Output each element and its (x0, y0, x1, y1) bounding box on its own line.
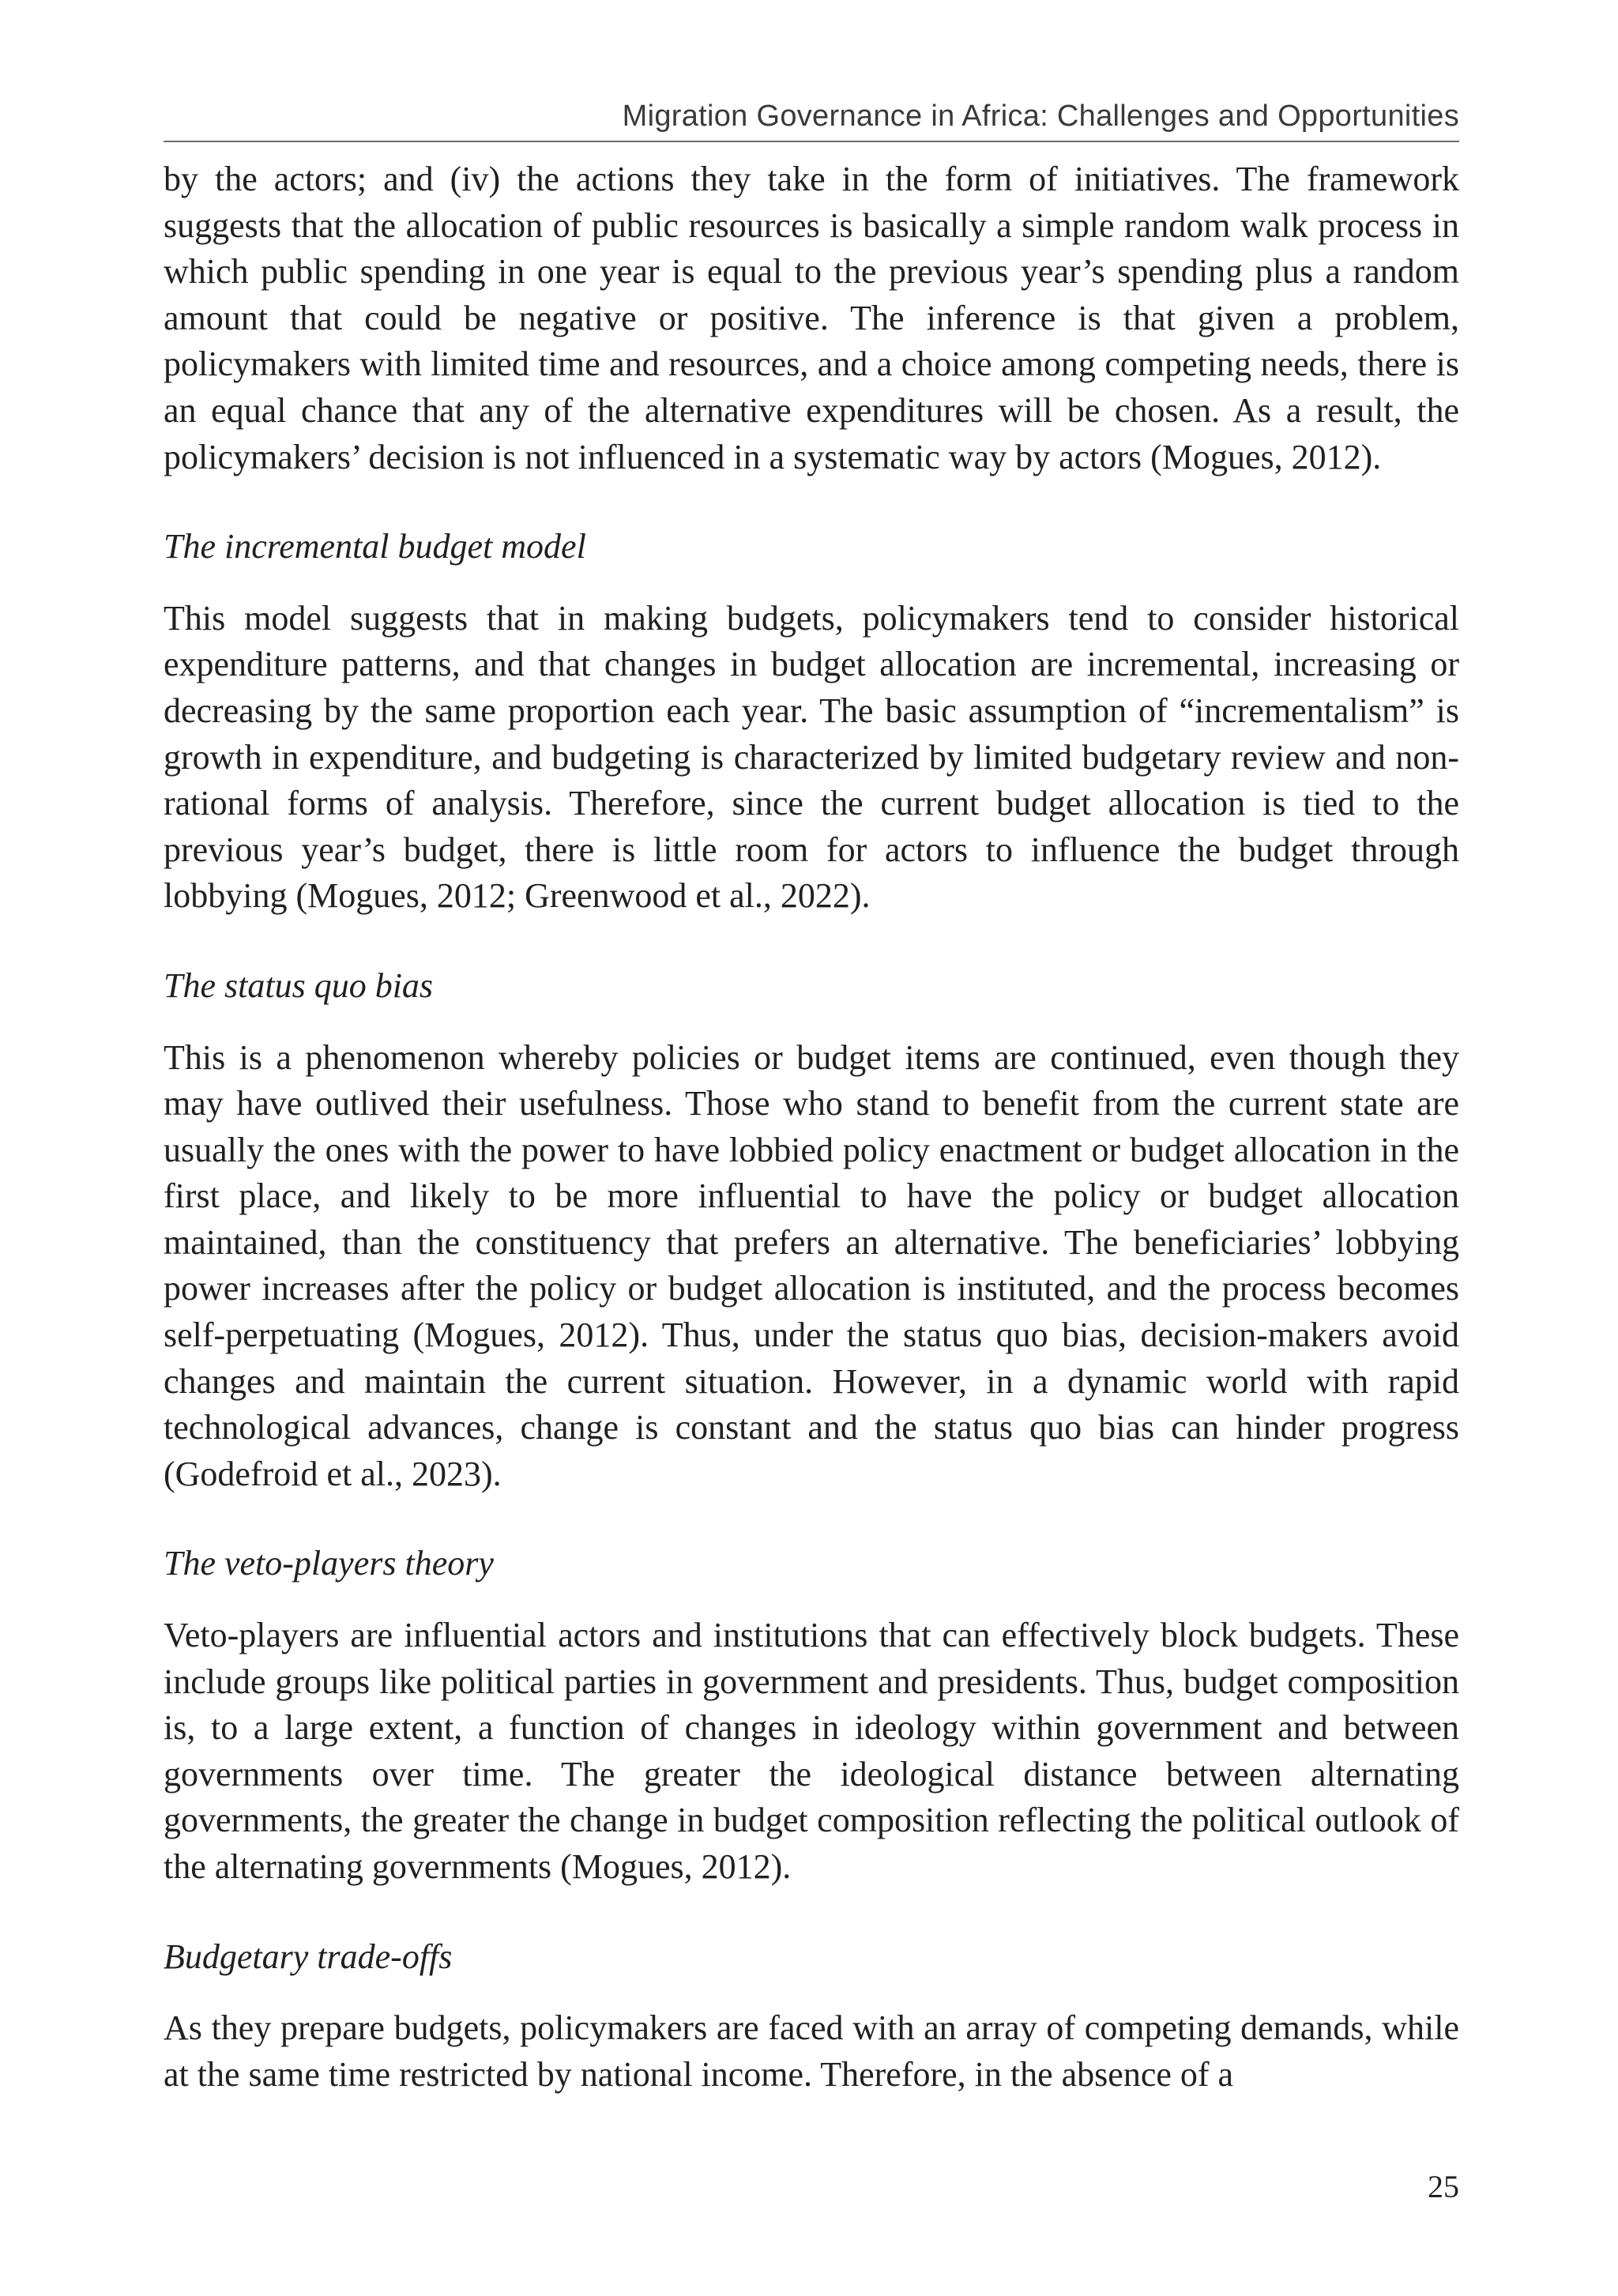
section-heading-status-quo-bias: The status quo bias (164, 965, 434, 1005)
section-heading-veto-players-theory: The veto-players theory (164, 1544, 494, 1583)
section-heading-budgetary-trade-offs: Budgetary trade-offs (164, 1937, 453, 1976)
page-number: 25 (1428, 2169, 1459, 2204)
body-text (164, 156, 1459, 2098)
paragraph-budgetary-trade-offs: As they prepare budgets, policymakers are faced with an array of competing demands, while at the same time restricted by national income. Therefore, in the absence of a (164, 2008, 1459, 2094)
section-heading-incremental-budget-model: The incremental budget model (164, 527, 586, 566)
running-head: Migration Governance in Africa: Challenges and Opportunities (622, 100, 1459, 133)
paragraph-framework: by the actors; and (iv) the actions they take in the form of initiatives. The framework suggests that the allocation of public resources is basically a simple random walk process in which public spending in one year is equal to the previous year’s spending plus a random amount that could be negative or positive. The inference is that given a problem, policymakers with limited time and resources, and a choice among competing needs, there is an equal chance that any of the alternative expenditures will be chosen. As a result, the policymakers’ decision is not influenced in a systematic way by actors (Mogues, 2012). (164, 160, 1459, 476)
paragraph-veto-players-theory: Veto-players are influential actors and institutions that can effectively block budgets. These include groups like political parties in government and presidents. Thus, budget composition is, to a large extent, a function of changes in ideology within government and between governments over time. The greater the ideological distance between alternating governments, the greater the change in budget composition reflecting the political outlook of the alternating governments (Mogues, 2012). (164, 1616, 1459, 1886)
paragraph-incremental-budget-model: This model suggests that in making budgets, policymakers tend to consider historical expenditure patterns, and that changes in budget allocation are incremental, increasing or decreasing by the same proportion each year. The basic assumption of “incrementalism” is growth in expenditure, and budgeting is characterized by limited budgetary review and non-rational forms of analysis. Therefore, since the current budget allocation is tied to the previous year’s budget, there is little room for actors to influence the budget through lobbying (Mogues, 2012; Greenwood et al., 2022). (164, 598, 1459, 916)
paragraph-status-quo-bias: This is a phenomenon whereby policies or budget items are continued, even though they may have outlived their usefulness. Those who stand to benefit from the current state are usually the ones with the power to have lobbied policy enactment or budget allocation in the first place, and likely to be more influential to have the policy or budget allocation maintained, than the constituency that prefers an alternative. The beneficiaries’ lobbying power increases after the policy or budget allocation is instituted, and the process becomes self-perpetuating (Mogues, 2012). Thus, under the status quo bias, decision-makers avoid changes and maintain the current situation. However, in a dynamic world with rapid technological advances, change is constant and the status quo bias can hinder progress (Godefroid et al., 2023). (164, 1037, 1459, 1493)
header-rule (164, 141, 1459, 142)
